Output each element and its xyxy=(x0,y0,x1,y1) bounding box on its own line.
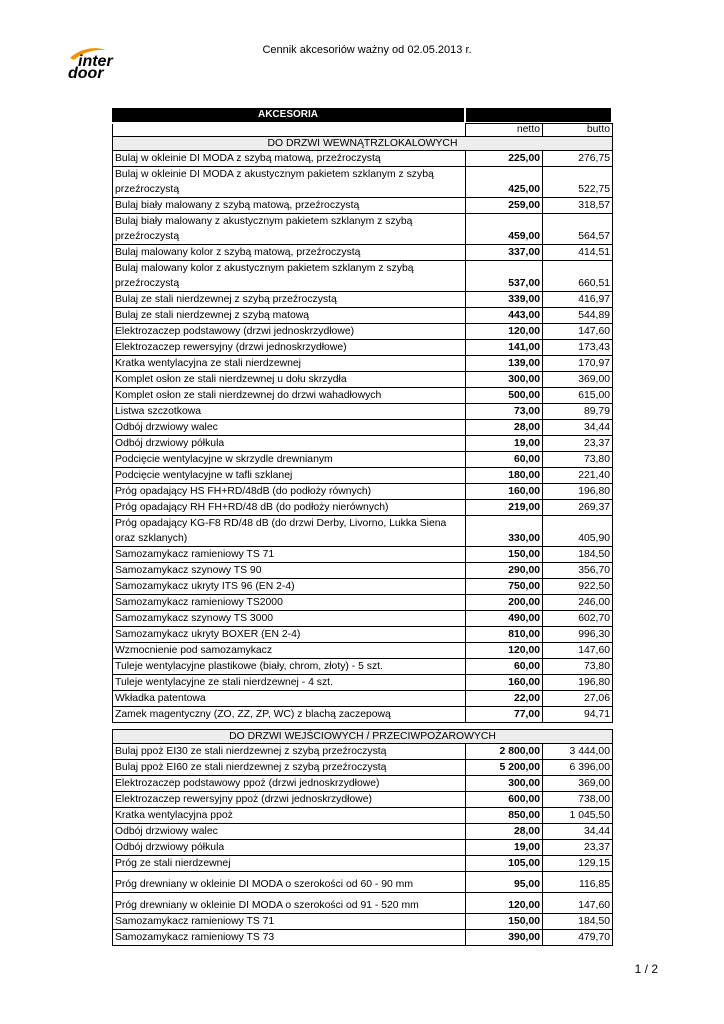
item-name: Bulaj biały malowany z akustycznym pakietem szklanym z szybą przeźroczystą xyxy=(113,214,466,245)
table-row xyxy=(113,579,613,595)
item-name: Samozamykacz ramieniowy TS2000 xyxy=(113,595,466,611)
table-row xyxy=(113,840,613,856)
table-row xyxy=(113,893,613,914)
price-netto: 537,00 xyxy=(466,261,543,292)
item-name: Samozamykacz szynowy TS 90 xyxy=(113,563,466,579)
price-brutto: 147,60 xyxy=(543,324,613,340)
price-netto: 219,00 xyxy=(466,500,543,516)
price-brutto: 276,75 xyxy=(543,151,613,167)
table-row xyxy=(113,792,613,808)
price-brutto: 602,70 xyxy=(543,611,613,627)
price-netto: 337,00 xyxy=(466,245,543,261)
price-netto: 150,00 xyxy=(466,547,543,563)
table-row xyxy=(113,500,613,516)
item-name: Odbój drzwiowy półkula xyxy=(113,840,466,856)
price-netto: 459,00 xyxy=(466,214,543,245)
table-body xyxy=(113,151,613,723)
price-brutto: 23,37 xyxy=(543,436,613,452)
table-header-row xyxy=(113,124,613,137)
item-name: Samozamykacz ramieniowy TS 71 xyxy=(113,914,466,930)
price-brutto: 405,90 xyxy=(543,516,613,547)
item-name: Bulaj ze stali nierdzewnej z szybą matową xyxy=(113,308,466,324)
price-brutto: 34,44 xyxy=(543,824,613,840)
table-row xyxy=(113,468,613,484)
column-header-netto: netto xyxy=(466,124,543,137)
price-brutto: 89,79 xyxy=(543,404,613,420)
table-row xyxy=(113,872,613,893)
price-netto: 141,00 xyxy=(466,340,543,356)
table-row xyxy=(113,760,613,776)
price-brutto: 660,51 xyxy=(543,261,613,292)
table-row xyxy=(113,356,613,372)
table-row xyxy=(113,707,613,723)
price-brutto: 23,37 xyxy=(543,840,613,856)
price-netto: 22,00 xyxy=(466,691,543,707)
price-brutto: 73,80 xyxy=(543,659,613,675)
table-row xyxy=(113,691,613,707)
table-row xyxy=(113,214,613,245)
price-netto: 810,00 xyxy=(466,627,543,643)
table-row xyxy=(113,914,613,930)
section-title: DO DRZWI WEJŚCIOWYCH / PRZECIWPOŻAROWYCH xyxy=(113,730,613,744)
table-row xyxy=(113,340,613,356)
price-brutto: 94,71 xyxy=(543,707,613,723)
table-row xyxy=(113,516,613,547)
price-netto: 2 800,00 xyxy=(466,744,543,760)
item-name: Elektrozaczep rewersyjny (drzwi jednoskrzydłowe) xyxy=(113,340,466,356)
price-brutto: 615,00 xyxy=(543,388,613,404)
item-name: Elektrozaczep podstawowy (drzwi jednoskrzydłowe) xyxy=(113,324,466,340)
table-row xyxy=(113,198,613,214)
price-netto: 19,00 xyxy=(466,840,543,856)
price-brutto: 184,50 xyxy=(543,914,613,930)
item-name: Odbój drzwiowy walec xyxy=(113,824,466,840)
section-title: DO DRZWI WEWNĄTRZLOKALOWYCH xyxy=(113,137,613,151)
price-brutto: 73,80 xyxy=(543,452,613,468)
price-netto: 850,00 xyxy=(466,808,543,824)
price-netto: 139,00 xyxy=(466,356,543,372)
item-name: Tuleje wentylacyjne plastikowe (biały, chrom, złoty) - 5 szt. xyxy=(113,659,466,675)
price-brutto: 318,57 xyxy=(543,198,613,214)
price-netto: 750,00 xyxy=(466,579,543,595)
item-name: Podcięcie wentylacyjne w tafli szklanej xyxy=(113,468,466,484)
item-name: Bulaj malowany kolor z szybą matową, przeźroczystą xyxy=(113,245,466,261)
table-row xyxy=(113,404,613,420)
table-row xyxy=(113,372,613,388)
price-brutto: 922,50 xyxy=(543,579,613,595)
price-netto: 120,00 xyxy=(466,893,543,914)
item-name: Samozamykacz szynowy TS 3000 xyxy=(113,611,466,627)
price-brutto: 544,89 xyxy=(543,308,613,324)
item-name: Komplet osłon ze stali nierdzewnej do drzwi wahadłowych xyxy=(113,388,466,404)
table-row xyxy=(113,151,613,167)
table-row xyxy=(113,563,613,579)
item-name: Wkładka patentowa xyxy=(113,691,466,707)
price-netto: 28,00 xyxy=(466,420,543,436)
table-row xyxy=(113,452,613,468)
table-row xyxy=(113,776,613,792)
price-netto: 425,00 xyxy=(466,167,543,198)
item-name: Próg drewniany w okleinie DI MODA o szerokości od 91 - 520 mm xyxy=(113,893,466,914)
price-brutto: 221,40 xyxy=(543,468,613,484)
item-name: Wzmocnienie pod samozamykacz xyxy=(113,643,466,659)
table-row xyxy=(113,643,613,659)
header-empty-cell xyxy=(113,124,466,137)
price-brutto: 738,00 xyxy=(543,792,613,808)
table-row xyxy=(113,659,613,675)
category-header-bar xyxy=(112,108,611,122)
table-row xyxy=(113,245,613,261)
table-row xyxy=(113,675,613,691)
price-brutto: 147,60 xyxy=(543,893,613,914)
item-name: Próg opadający KG-F8 RD/48 dB (do drzwi Derby, Livorno, Lukka Siena oraz szklanych) xyxy=(113,516,466,547)
price-netto: 259,00 xyxy=(466,198,543,214)
price-brutto: 173,43 xyxy=(543,340,613,356)
price-netto: 120,00 xyxy=(466,324,543,340)
table-row xyxy=(113,484,613,500)
table-body xyxy=(113,744,613,946)
price-brutto: 147,60 xyxy=(543,643,613,659)
price-brutto: 196,80 xyxy=(543,484,613,500)
table-row xyxy=(113,930,613,946)
item-name: Bulaj ppoż EI60 ze stali nierdzewnej z szybą przeźroczystą xyxy=(113,760,466,776)
price-netto: 330,00 xyxy=(466,516,543,547)
price-brutto: 414,51 xyxy=(543,245,613,261)
item-name: Bulaj w okleinie DI MODA z akustycznym pakietem szklanym z szybą przeźroczystą xyxy=(113,167,466,198)
item-name: Samozamykacz ramieniowy TS 71 xyxy=(113,547,466,563)
price-brutto: 3 444,00 xyxy=(543,744,613,760)
price-netto: 77,00 xyxy=(466,707,543,723)
price-brutto: 116,85 xyxy=(543,872,613,893)
price-netto: 150,00 xyxy=(466,914,543,930)
price-netto: 105,00 xyxy=(466,856,543,872)
price-netto: 300,00 xyxy=(466,776,543,792)
item-name: Samozamykacz ukryty BOXER (EN 2-4) xyxy=(113,627,466,643)
column-header-brutto: butto xyxy=(543,124,613,137)
logo-text-inter: inter xyxy=(78,53,113,70)
item-name: Podcięcie wentylacyjne w skrzydle drewnianym xyxy=(113,452,466,468)
item-name: Listwa szczotkowa xyxy=(113,404,466,420)
price-netto: 225,00 xyxy=(466,151,543,167)
section-header-row xyxy=(113,137,613,151)
price-netto: 19,00 xyxy=(466,436,543,452)
price-netto: 5 200,00 xyxy=(466,760,543,776)
table-row xyxy=(113,856,613,872)
price-netto: 290,00 xyxy=(466,563,543,579)
page-number: 1 / 2 xyxy=(634,962,658,976)
item-name: Próg opadający RH FH+RD/48 dB (do podłoży nierównych) xyxy=(113,500,466,516)
item-name: Elektrozaczep podstawowy ppoż (drzwi jednoskrzydłowe) xyxy=(113,776,466,792)
table-row xyxy=(113,292,613,308)
price-brutto: 246,00 xyxy=(543,595,613,611)
price-brutto: 269,37 xyxy=(543,500,613,516)
section-header-row xyxy=(113,730,613,744)
table-row xyxy=(113,611,613,627)
table-row xyxy=(113,627,613,643)
price-netto: 73,00 xyxy=(466,404,543,420)
document-title: Cennik akcesoriów ważny od 02.05.2013 r. xyxy=(262,44,472,56)
table-row xyxy=(113,824,613,840)
price-brutto: 356,70 xyxy=(543,563,613,579)
item-name: Bulaj biały malowany z szybą matową, przeźroczystą xyxy=(113,198,466,214)
item-name: Bulaj w okleinie DI MODA z szybą matową, przeźroczystą xyxy=(113,151,466,167)
table-row xyxy=(113,595,613,611)
price-brutto: 6 396,00 xyxy=(543,760,613,776)
item-name: Samozamykacz ramieniowy TS 73 xyxy=(113,930,466,946)
price-table-entrance-fire xyxy=(112,729,613,946)
table-row xyxy=(113,808,613,824)
price-netto: 180,00 xyxy=(466,468,543,484)
table-row xyxy=(113,324,613,340)
item-name: Kratka wentylacyjna ppoż xyxy=(113,808,466,824)
table-row xyxy=(113,420,613,436)
item-name: Odbój drzwiowy walec xyxy=(113,420,466,436)
price-brutto: 416,97 xyxy=(543,292,613,308)
price-netto: 200,00 xyxy=(466,595,543,611)
price-netto: 160,00 xyxy=(466,675,543,691)
price-netto: 28,00 xyxy=(466,824,543,840)
price-brutto: 522,75 xyxy=(543,167,613,198)
item-name: Tuleje wentylacyjne ze stali nierdzewnej - 4 szt. xyxy=(113,675,466,691)
table-row xyxy=(113,388,613,404)
item-name: Elektrozaczep rewersyjny ppoż (drzwi jednoskrzydłowe) xyxy=(113,792,466,808)
table-row xyxy=(113,308,613,324)
price-brutto: 34,44 xyxy=(543,420,613,436)
price-netto: 500,00 xyxy=(466,388,543,404)
price-netto: 390,00 xyxy=(466,930,543,946)
category-header-fill xyxy=(466,108,611,122)
price-brutto: 479,70 xyxy=(543,930,613,946)
table-row xyxy=(113,744,613,760)
item-name: Komplet osłon ze stali nierdzewnej u dołu skrzydła xyxy=(113,372,466,388)
price-brutto: 564,57 xyxy=(543,214,613,245)
item-name: Samozamykacz ukryty ITS 96 (EN 2-4) xyxy=(113,579,466,595)
table-row xyxy=(113,167,613,198)
item-name: Bulaj malowany kolor z akustycznym pakietem szklanym z szybą przeźroczystą xyxy=(113,261,466,292)
item-name: Kratka wentylacyjna ze stali nierdzewnej xyxy=(113,356,466,372)
price-table-interior xyxy=(112,123,613,723)
price-netto: 339,00 xyxy=(466,292,543,308)
price-netto: 60,00 xyxy=(466,452,543,468)
item-name: Próg ze stali nierdzewnej xyxy=(113,856,466,872)
price-netto: 490,00 xyxy=(466,611,543,627)
price-brutto: 1 045,50 xyxy=(543,808,613,824)
table-row xyxy=(113,261,613,292)
price-brutto: 196,80 xyxy=(543,675,613,691)
price-netto: 160,00 xyxy=(466,484,543,500)
item-name: Próg opadający HS FH+RD/48dB (do podłoży równych) xyxy=(113,484,466,500)
price-netto: 300,00 xyxy=(466,372,543,388)
price-netto: 95,00 xyxy=(466,872,543,893)
item-name: Odbój drzwiowy półkula xyxy=(113,436,466,452)
category-label: AKCESORIA xyxy=(112,108,464,122)
price-brutto: 369,00 xyxy=(543,372,613,388)
item-name: Zamek magentyczny (ZO, ZZ, ZP, WC) z blachą zaczepową xyxy=(113,707,466,723)
price-brutto: 170,97 xyxy=(543,356,613,372)
price-brutto: 369,00 xyxy=(543,776,613,792)
price-netto: 120,00 xyxy=(466,643,543,659)
price-brutto: 996,30 xyxy=(543,627,613,643)
price-netto: 600,00 xyxy=(466,792,543,808)
price-brutto: 184,50 xyxy=(543,547,613,563)
price-brutto: 27,06 xyxy=(543,691,613,707)
item-name: Bulaj ze stali nierdzewnej z szybą przeźroczystą xyxy=(113,292,466,308)
item-name: Bulaj ppoż EI30 ze stali nierdzewnej z szybą przeźroczystą xyxy=(113,744,466,760)
price-brutto: 129,15 xyxy=(543,856,613,872)
table-row xyxy=(113,547,613,563)
price-netto: 60,00 xyxy=(466,659,543,675)
item-name: Próg drewniany w okleinie DI MODA o szerokości od 60 - 90 mm xyxy=(113,872,466,893)
table-row xyxy=(113,436,613,452)
logo-text-door: door xyxy=(68,65,104,82)
price-netto: 443,00 xyxy=(466,308,543,324)
